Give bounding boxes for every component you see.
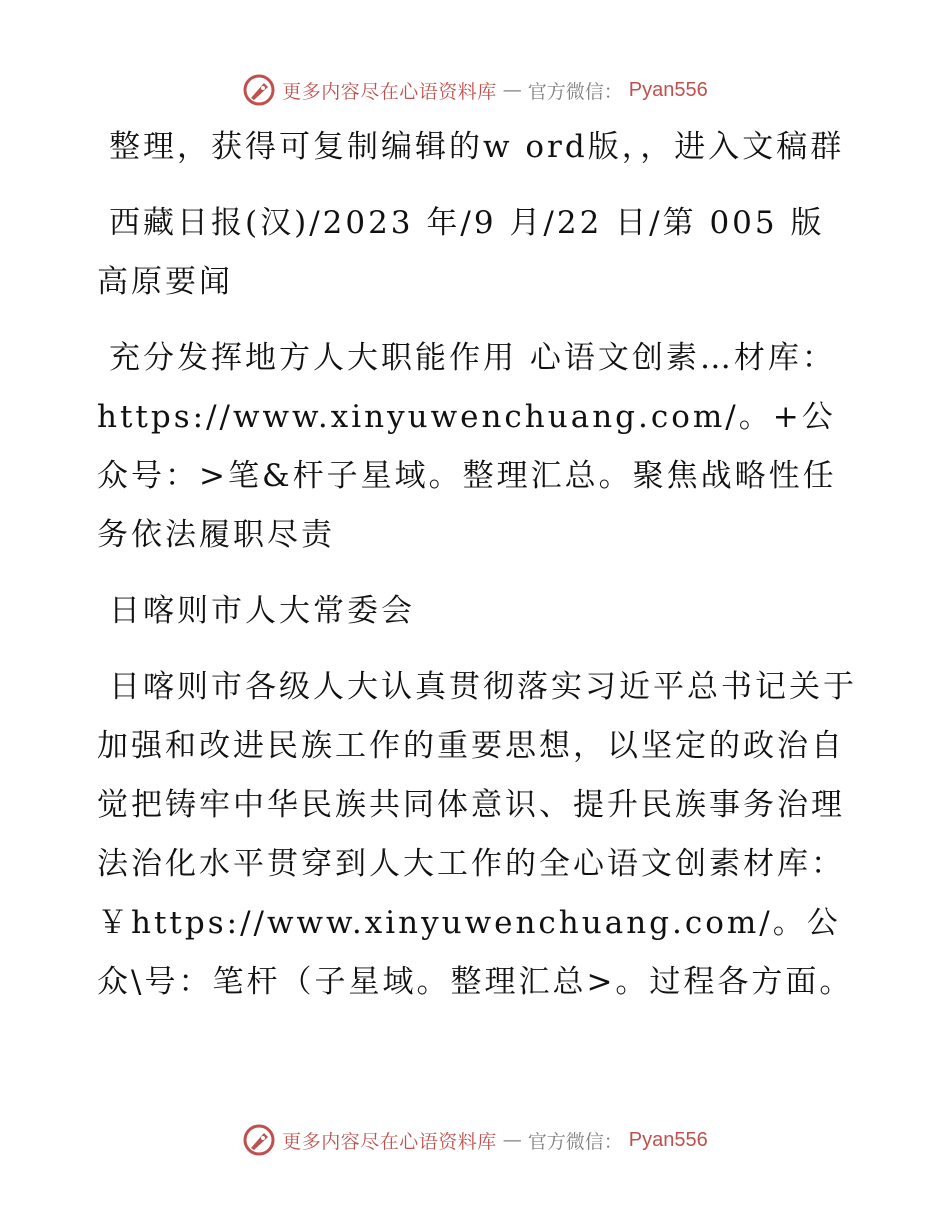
banner-wechat-label: 官方微信： bbox=[527, 1130, 623, 1153]
banner-wechat-label: 官方微信： bbox=[527, 80, 623, 103]
paragraph-5: 日喀则市各级人大认真贯彻落实习近平总书记关于加强和改进民族工作的重要思想，以坚定的政治自觉把铸牢中华民族共同体意识、提升民族事务治理法治化水平贯穿到人大工作的全心语文创素材库：￥https://www.xinyuwenchuang.com/。公众\号：笔杆（子星域。整理汇总>。过程各方面。 bbox=[97, 669, 857, 1000]
pen-nib-logo-icon bbox=[242, 1123, 276, 1157]
paragraph-4: 日喀则市人大常委会 bbox=[109, 593, 415, 629]
pen-nib-logo-icon bbox=[242, 73, 276, 107]
header-banner bbox=[0, 70, 950, 110]
banner-wechat-id: Pyan556 bbox=[628, 1128, 708, 1151]
banner-separator: — bbox=[502, 79, 522, 101]
paragraph-2: 西藏日报(汉)/2023 年/9 月/22 日/第 005 版高原要闻 bbox=[97, 205, 825, 300]
document-body bbox=[97, 118, 857, 1029]
paragraph-3: 充分发挥地方人大职能作用 心语文创素…材库：https://www.xinyuwenchuang.com/。+公众号：>笔&杆子星域。整理汇总。聚焦战略性任务依法履职尽责 bbox=[97, 340, 837, 553]
banner-title: 更多内容尽在心语资料库 bbox=[282, 80, 497, 103]
banner-separator: — bbox=[502, 1129, 522, 1151]
footer-banner bbox=[0, 1120, 950, 1160]
paragraph-1: 整理，获得可复制编辑的w ord版，，进入文稿群 bbox=[109, 129, 845, 165]
banner-title: 更多内容尽在心语资料库 bbox=[282, 1130, 497, 1153]
banner-wechat-id: Pyan556 bbox=[628, 78, 708, 101]
